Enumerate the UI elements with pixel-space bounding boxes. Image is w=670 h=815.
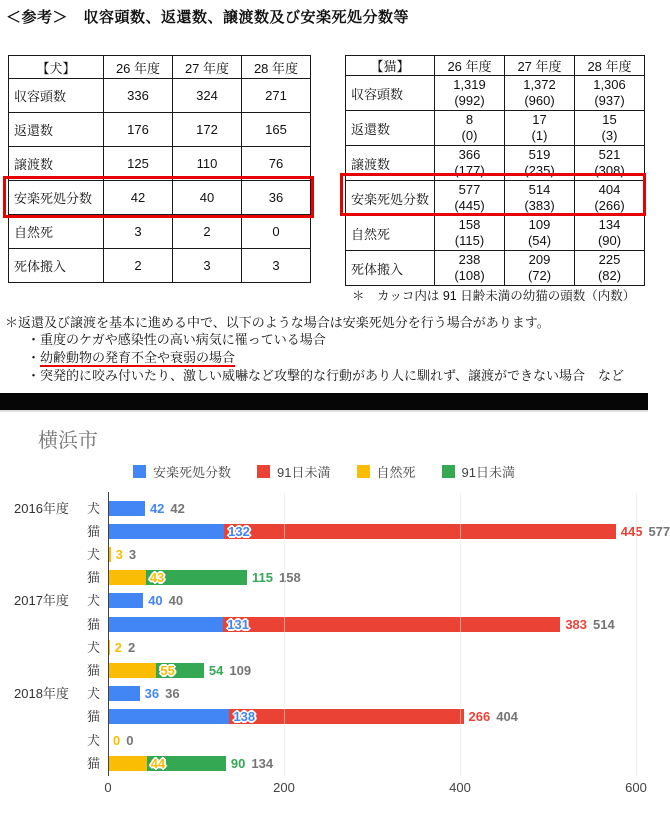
cat-table-value-paren: (108) — [454, 268, 485, 283]
cat-table-row-label: 自然死 — [346, 216, 435, 251]
stacked-bar-chart — [0, 490, 670, 815]
bar-annotation-total: 0 — [126, 732, 134, 748]
gridline-overlay — [636, 492, 637, 776]
euthanasia-note: ＊返還及び譲渡を基本に進める中で、以下のような場合は安楽死処分を行う場合があります。 — [5, 315, 550, 330]
bar-segment — [108, 570, 146, 585]
dog-table-value-cell: 165 — [242, 113, 311, 147]
cat-table-value-paren: (177) — [454, 163, 485, 178]
bar-annotation-total: 514 — [593, 616, 615, 632]
bar-segment — [224, 524, 616, 539]
bullet-marker: ・ — [27, 332, 41, 347]
cat-table-row — [346, 76, 645, 111]
legend-item-2 — [357, 462, 416, 481]
bar-annotation-outer — [621, 524, 670, 539]
x-tick-label: 400 — [449, 780, 471, 795]
bar-annotation-inner: 131 — [227, 616, 249, 632]
dog-table-row-label: 安楽死処分数 — [9, 181, 104, 215]
cat-table-value-main: 109 — [528, 217, 551, 232]
bar-annotation-value: 54 — [208, 662, 224, 678]
bar-segment — [108, 524, 224, 539]
dog-table-row — [9, 113, 311, 147]
legend-label: 91日未満 — [277, 465, 331, 480]
bar-segment — [108, 663, 156, 678]
bullet-marker: ・ — [27, 368, 41, 383]
animal-label: 犬 — [86, 500, 100, 516]
bar-annotation-outer — [252, 570, 301, 585]
dog-table-row-label: 返還数 — [9, 113, 104, 147]
bar-annotation-outer — [150, 501, 185, 516]
bar-annotation-total: 3 — [128, 546, 137, 562]
bar-annotation-outer — [469, 709, 518, 724]
legend-item-1 — [257, 462, 330, 481]
dog-table-year-header: 27 年度 — [173, 56, 242, 79]
bar-annotation-value: 90 — [230, 755, 246, 771]
cat-table-value-paren: (1) — [531, 128, 548, 143]
bar-annotation-outer — [145, 686, 180, 701]
legend-label: 自然死 — [376, 465, 416, 480]
bullet-text: 重度のケガや感染性の高い病気に罹っている場合 — [40, 332, 326, 347]
bar-segment — [229, 709, 463, 724]
dog-table-row — [9, 181, 311, 215]
bullet-item — [27, 349, 624, 367]
cat-table-value-cell — [505, 76, 575, 111]
cat-table-row-label: 返還数 — [346, 111, 435, 146]
cat-table-value-main: 1,306 — [593, 77, 626, 92]
cat-table-value-main: 158 — [458, 217, 481, 232]
bar-annotation-inner: 43 — [149, 570, 165, 586]
bar-segment — [108, 501, 145, 516]
euthanasia-bullet-list — [27, 331, 624, 385]
animal-label: 犬 — [86, 732, 100, 748]
bar-annotation-total: 109 — [229, 662, 252, 678]
dog-table-value-cell: 3 — [242, 249, 311, 283]
cat-table-value-paren: (445) — [454, 198, 485, 213]
cat-table-value-main: 209 — [528, 252, 551, 267]
animal-label: 猫 — [86, 709, 100, 725]
bullet-text: 幼齢動物の発育不全や衰弱の場合 — [40, 350, 236, 365]
cat-table-footnote: ＊ カッコ内は 91 日齢未満の幼猫の頭数（内数） — [352, 289, 636, 303]
bar-annotation-outer — [116, 547, 136, 562]
baseline-axis — [108, 492, 109, 776]
legend-label: 91日未満 — [461, 465, 515, 480]
chart-title: 横浜市 — [38, 430, 98, 452]
dog-table-value-cell: 336 — [104, 79, 173, 113]
dog-table-year-header: 26 年度 — [104, 56, 173, 79]
cat-table-value-paren: (3) — [601, 128, 618, 143]
dog-table-value-cell: 125 — [104, 147, 173, 181]
dog-table — [8, 55, 311, 283]
legend-swatch — [442, 465, 455, 478]
cat-table-value-cell — [435, 111, 505, 146]
dog-table-value-cell: 3 — [104, 215, 173, 249]
cat-table-value-cell — [435, 216, 505, 251]
cat-table-year-header: 26 年度 — [435, 56, 505, 76]
x-tick-label: 0 — [104, 780, 112, 795]
gridline-overlay — [460, 492, 461, 776]
cat-table-row — [346, 251, 645, 286]
bar-annotation-total: 36 — [165, 686, 180, 702]
cat-table-value-cell — [575, 181, 645, 216]
bar-annotation-outer — [209, 663, 251, 678]
dog-table-value-cell: 172 — [173, 113, 242, 147]
cat-table-value-paren: (960) — [524, 93, 555, 108]
bar-annotation-value: 40 — [148, 593, 163, 609]
page-title: ＜参考＞ 収容頭数、返還数、譲渡数及び安楽死処分数等 — [6, 9, 410, 26]
cat-table-value-main: 8 — [465, 112, 474, 127]
cat-table-value-cell — [505, 251, 575, 286]
dog-table-row — [9, 215, 311, 249]
bar-annotation-total: 134 — [251, 755, 274, 771]
cat-table-value-main: 15 — [602, 112, 617, 127]
dog-table-value-cell: 324 — [173, 79, 242, 113]
cat-table-value-cell — [575, 76, 645, 111]
cat-table-value-main: 514 — [528, 182, 551, 197]
bar-annotation-value: 2 — [114, 639, 122, 655]
animal-label: 犬 — [86, 686, 100, 702]
cat-table-value-cell — [575, 251, 645, 286]
bar-annotation-inner: 132 — [228, 523, 250, 539]
animal-label: 犬 — [86, 546, 100, 562]
x-tick-label: 600 — [625, 780, 647, 795]
bar-annotation-total: 404 — [496, 709, 518, 725]
bar-segment — [108, 617, 223, 632]
bar-annotation-total: 42 — [170, 500, 185, 516]
year-label: 2016年度 — [14, 500, 69, 516]
cat-table-value-paren: (937) — [594, 93, 625, 108]
cat-table-row-label: 死体搬入 — [346, 251, 435, 286]
bullet-item — [27, 367, 624, 385]
animal-label: 猫 — [86, 755, 100, 771]
cat-table-value-main: 366 — [458, 147, 481, 162]
cat-table-value-paren: (54) — [527, 233, 552, 248]
bar-annotation-inner: 44 — [150, 755, 166, 771]
cat-table-corner-cell: 【猫】 — [346, 56, 435, 76]
cat-table-row-label: 安楽死処分数 — [346, 181, 435, 216]
cat-table-value-cell — [575, 146, 645, 181]
bar-annotation-value: 0 — [113, 732, 121, 748]
dog-table-row — [9, 147, 311, 181]
bar-annotation-inner: 55 — [160, 662, 175, 678]
cat-table-value-main: 519 — [528, 147, 551, 162]
year-label: 2017年度 — [14, 593, 69, 609]
cat-table-row — [346, 146, 645, 181]
cat-table-year-header: 27 年度 — [505, 56, 575, 76]
dog-table-value-cell: 3 — [173, 249, 242, 283]
cat-table-row — [346, 216, 645, 251]
dog-table-row-label: 自然死 — [9, 215, 104, 249]
animal-label: 犬 — [86, 593, 100, 609]
cat-table-value-paren: (308) — [594, 163, 625, 178]
cat-table-value-cell — [435, 181, 505, 216]
dog-table-row-label: 譲渡数 — [9, 147, 104, 181]
gridline-overlay — [284, 492, 285, 776]
cat-table-value-cell — [505, 216, 575, 251]
cat-table-value-paren: (82) — [597, 268, 622, 283]
cat-table-value-cell — [435, 76, 505, 111]
dog-table-value-cell: 42 — [104, 181, 173, 215]
cat-table-value-main: 577 — [458, 182, 481, 197]
divider-bar — [0, 393, 648, 412]
bar-annotation-total: 577 — [648, 523, 670, 539]
cat-table-value-main: 225 — [598, 252, 621, 267]
bar-annotation-outer — [115, 640, 135, 655]
dog-table-value-cell: 0 — [242, 215, 311, 249]
cat-table-value-main: 521 — [598, 147, 621, 162]
cat-table-value-cell — [575, 111, 645, 146]
legend-label: 安楽死処分数 — [153, 465, 232, 480]
bar-annotation-value: 445 — [620, 523, 643, 539]
bullet-text: 突発的に咬み付いたり、激しい威嚇など攻撃的な行動があり人に馴れず、譲渡ができない場合 など — [40, 368, 624, 383]
bar-annotation-total: 40 — [168, 593, 184, 609]
animal-label: 猫 — [86, 616, 100, 632]
bar-annotation-value: 266 — [468, 709, 491, 725]
cat-table-value-cell — [575, 216, 645, 251]
bar-annotation-outer — [565, 617, 614, 632]
bar-annotation-outer — [148, 593, 183, 608]
cat-table-value-main: 1,319 — [453, 77, 486, 92]
dog-table-value-cell: 271 — [242, 79, 311, 113]
chart-legend — [0, 462, 648, 481]
bar-segment — [108, 686, 140, 701]
bar-segment — [108, 709, 229, 724]
cat-table-value-paren: (235) — [524, 163, 555, 178]
cat-table-row — [346, 181, 645, 216]
animal-label: 犬 — [86, 639, 100, 655]
dog-table-row — [9, 249, 311, 283]
bar-annotation-total: 158 — [279, 570, 301, 586]
dog-table-value-cell: 2 — [173, 215, 242, 249]
legend-swatch — [133, 465, 146, 478]
legend-swatch — [357, 465, 370, 478]
dog-table-value-cell: 76 — [242, 147, 311, 181]
cat-table-value-main: 404 — [598, 182, 621, 197]
cat-table — [345, 55, 645, 286]
bar-annotation-total: 2 — [127, 639, 136, 655]
animal-label: 猫 — [86, 570, 100, 586]
cat-table-value-cell — [505, 181, 575, 216]
cat-table-value-paren: (0) — [461, 128, 478, 143]
legend-item-0 — [133, 462, 231, 481]
cat-table-row-label: 収容頭数 — [346, 76, 435, 111]
bar-segment — [108, 756, 147, 771]
x-tick-label: 200 — [273, 780, 295, 795]
cat-table-value-cell — [435, 146, 505, 181]
dog-table-row — [9, 79, 311, 113]
dog-table-value-cell: 110 — [173, 147, 242, 181]
cat-table-row-label: 譲渡数 — [346, 146, 435, 181]
bullet-item — [27, 331, 624, 349]
dog-table-year-header: 28 年度 — [242, 56, 311, 79]
animal-label: 猫 — [86, 662, 100, 678]
bar-annotation-inner: 138 — [233, 709, 256, 725]
bullet-marker: ・ — [27, 350, 41, 365]
animal-label: 猫 — [86, 523, 100, 539]
dog-table-value-cell: 2 — [104, 249, 173, 283]
bar-segment — [223, 617, 560, 632]
bar-annotation-value: 42 — [149, 500, 165, 516]
dog-table-value-cell: 40 — [173, 181, 242, 215]
cat-table-value-paren: (266) — [594, 198, 625, 213]
bar-annotation-outer — [113, 733, 133, 748]
cat-table-value-main: 17 — [532, 112, 547, 127]
cat-table-value-main: 1,372 — [523, 77, 556, 92]
cat-table-value-paren: (72) — [527, 268, 552, 283]
dog-table-row-label: 死体搬入 — [9, 249, 104, 283]
bar-annotation-value: 3 — [115, 546, 123, 562]
year-label: 2018年度 — [14, 686, 69, 702]
bar-annotation-value: 36 — [144, 686, 160, 702]
bar-annotation-value: 115 — [252, 570, 274, 586]
cat-table-value-cell — [505, 146, 575, 181]
dog-table-corner-cell: 【犬】 — [9, 56, 104, 79]
legend-swatch — [257, 465, 270, 478]
cat-table-value-cell — [505, 111, 575, 146]
dog-table-row-label: 収容頭数 — [9, 79, 104, 113]
cat-table-value-paren: (115) — [454, 233, 485, 248]
cat-table-value-paren: (90) — [597, 233, 622, 248]
cat-table-value-paren: (383) — [524, 198, 555, 213]
bar-annotation-value: 383 — [565, 616, 588, 632]
bar-annotation-outer — [231, 756, 273, 771]
legend-item-3 — [442, 462, 515, 481]
cat-table-year-header: 28 年度 — [575, 56, 645, 76]
cat-table-value-main: 238 — [458, 252, 481, 267]
cat-table-value-paren: (992) — [454, 93, 485, 108]
cat-table-row — [346, 111, 645, 146]
cat-table-value-cell — [435, 251, 505, 286]
dog-table-value-cell: 36 — [242, 181, 311, 215]
bar-segment — [108, 593, 143, 608]
dog-table-value-cell: 176 — [104, 113, 173, 147]
cat-table-value-main: 134 — [598, 217, 621, 232]
